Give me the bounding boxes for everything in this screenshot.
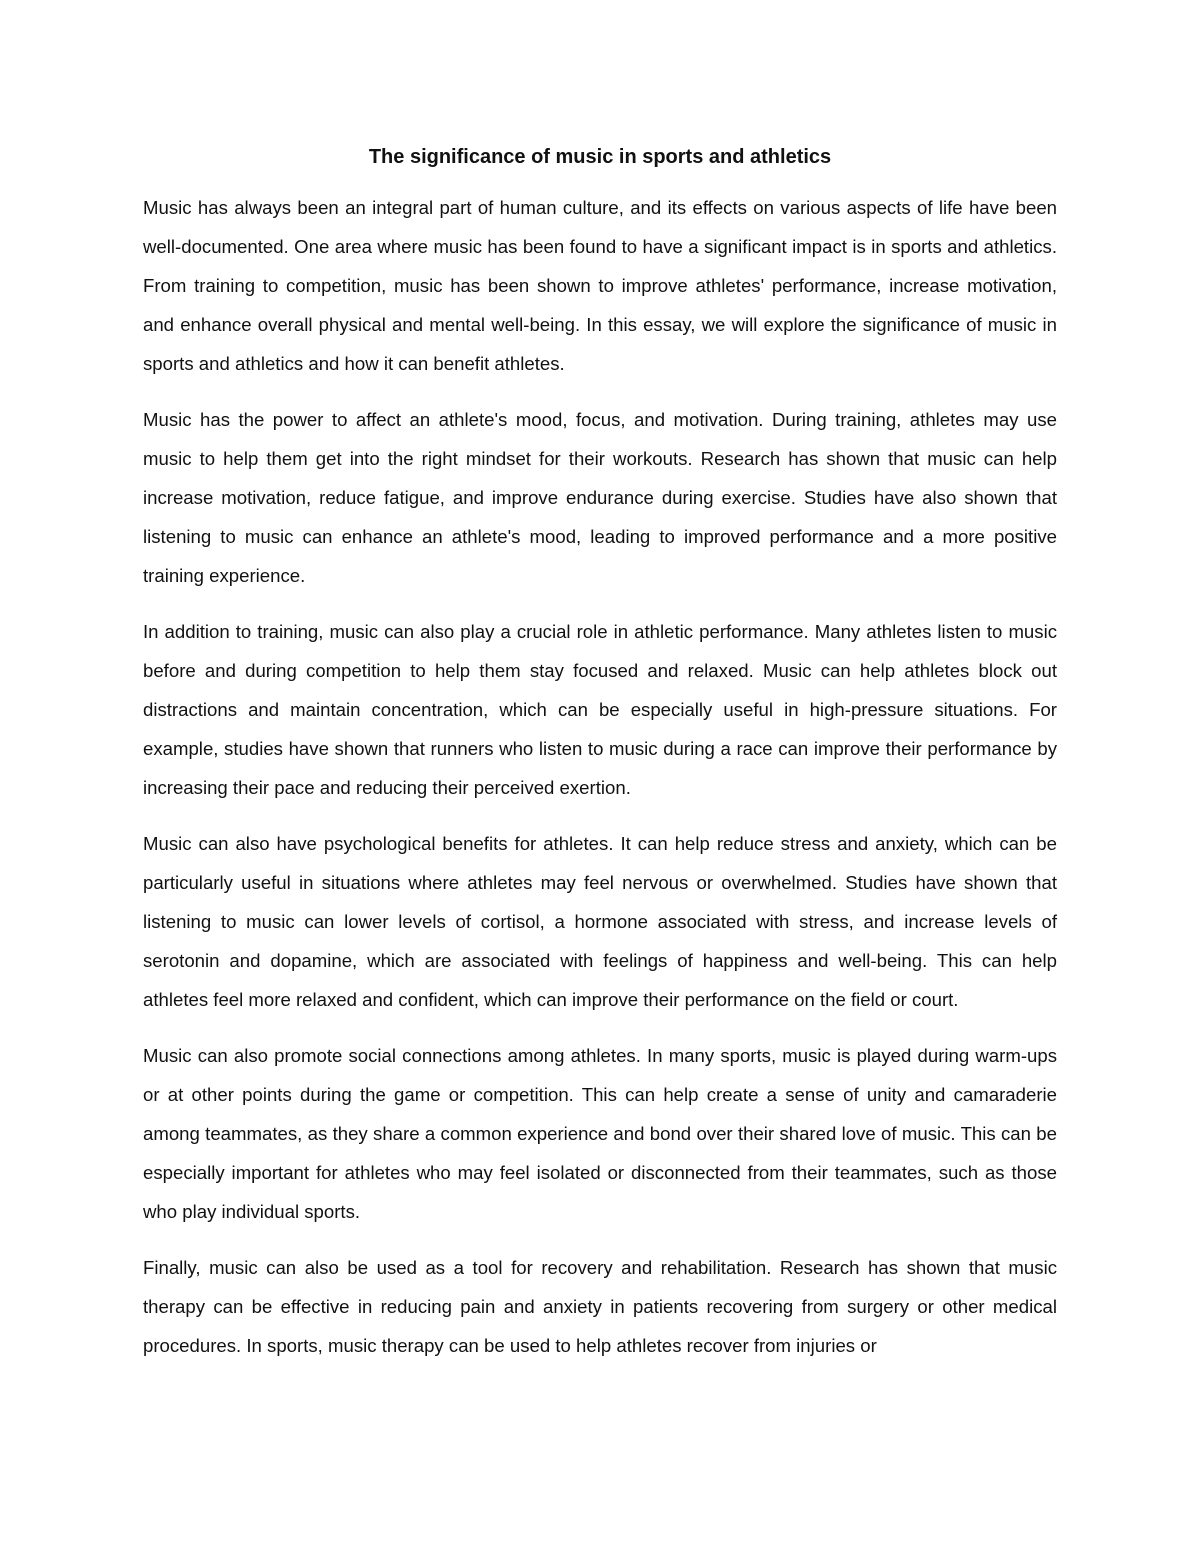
- paragraph-1: Music has always been an integral part of human culture, and its effects on various aspects of life have been well-documented. One area where music has been found to have a significant impact is in sports and athletics. From training to competition, music has been shown to improve athletes' performance, increase motivation, and enhance overall physical and mental well-being. In this essay, we will explore the significance of music in sports and athletics and how it can benefit athletes.: [143, 197, 1057, 374]
- paragraph-3: In addition to training, music can also play a crucial role in athletic performance. Many athletes listen to music before and during competition to help them stay focused and relaxed. Music can help athletes block out distractions and maintain concentration, which can be especially useful in high-pressure situations. For example, studies have shown that runners who listen to music during a race can improve their performance by increasing their pace and reducing their perceived exertion.: [143, 621, 1057, 798]
- paragraph-5: Music can also promote social connections among athletes. In many sports, music is played during warm-ups or at other points during the game or competition. This can help create a sense of unity and camaraderie among teammates, as they share a common experience and bond over their shared love of music. This can be especially important for athletes who may feel isolated or disconnected from their teammates, such as those who play individual sports.: [143, 1045, 1057, 1222]
- document-title: The significance of music in sports and athletics: [368, 146, 832, 168]
- paragraph-2: Music has the power to affect an athlete's mood, focus, and motivation. During training, athletes may use music to help them get into the right mindset for their workouts. Research has shown that music can help increase motivation, reduce fatigue, and improve endurance during exercise. Studies have also shown that listening to music can enhance an athlete's mood, leading to improved performance and a more positive training experience.: [143, 409, 1057, 586]
- paragraph-6: Finally, music can also be used as a tool for recovery and rehabilitation. Research has shown that music therapy can be effective in reducing pain and anxiety in patients recovering from surgery or other medical procedures. In sports, music therapy can be used to help athletes recover from injuries or: [143, 1257, 1057, 1356]
- paragraph-4: Music can also have psychological benefits for athletes. It can help reduce stress and anxiety, which can be particularly useful in situations where athletes may feel nervous or overwhelmed. Studies have shown that listening to music can lower levels of cortisol, a hormone associated with stress, and increase levels of serotonin and dopamine, which are associated with feelings of happiness and well-being. This can help athletes feel more relaxed and confident, which can improve their performance on the field or court.: [143, 833, 1057, 1010]
